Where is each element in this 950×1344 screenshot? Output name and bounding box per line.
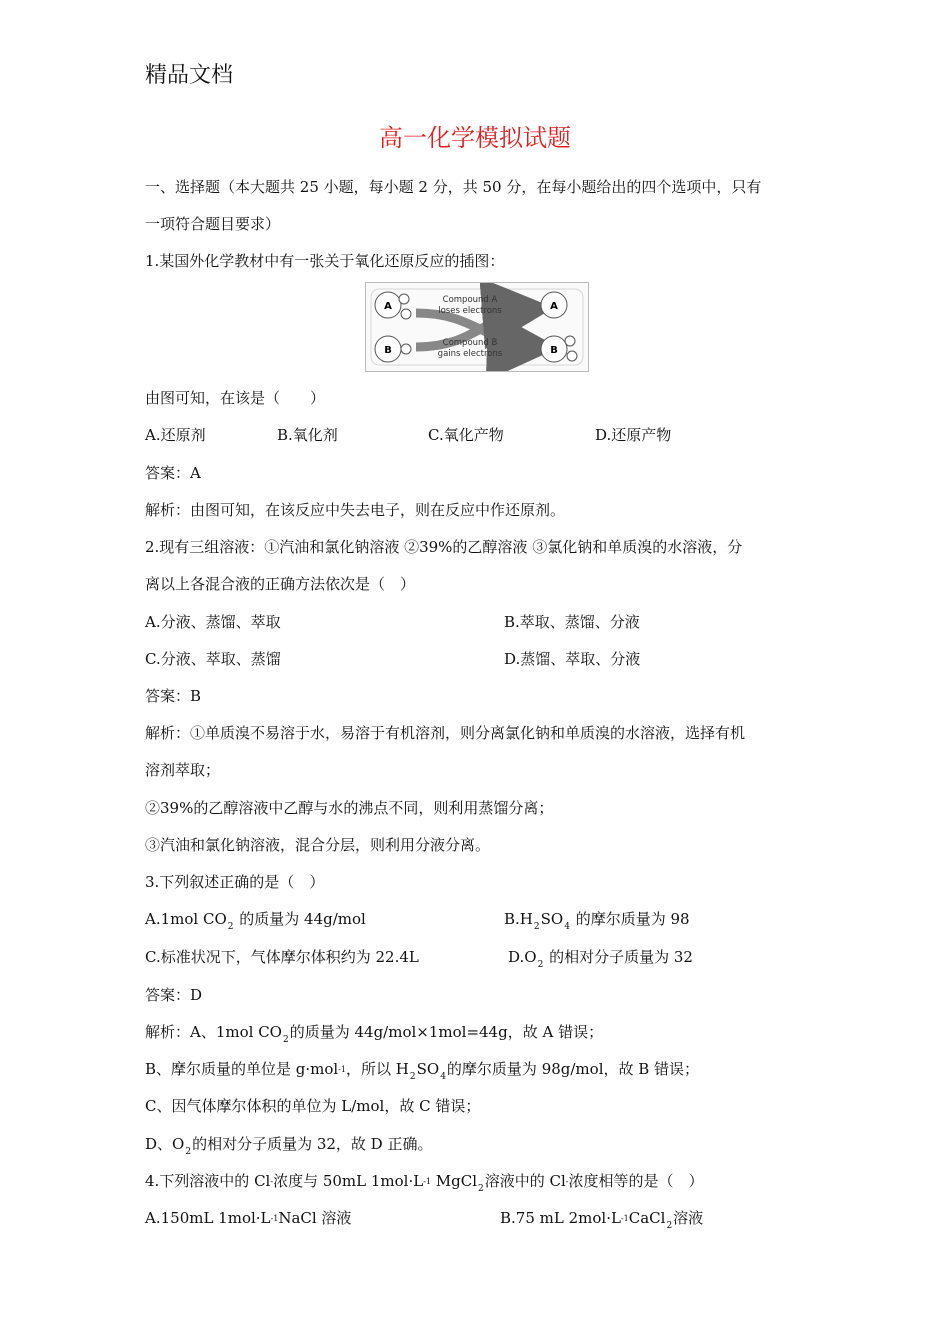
q3-option-b: $B.H_2SO_4$ 的摩尔质量为 98 (504, 910, 690, 932)
q2-option-b: B.萃取、蒸馏、分液 (504, 613, 640, 631)
q2-option-a: A.分液、蒸馏、萃取 (145, 613, 281, 631)
q1-analysis: 解析：由图可知，在该反应中失去电子，则在反应中作还原剂。 (145, 501, 566, 519)
q3-answer: 答案：D (145, 986, 203, 1004)
section-intro-line2: 一项符合题目要求） (145, 215, 281, 233)
q1-answer: 答案：A (145, 464, 201, 482)
svg-text:A: A (384, 301, 392, 312)
redox-illustration (365, 282, 589, 372)
q3-analysis-c: C、因气体摩尔体积的单位为 L/mol，故 C 错误； (145, 1097, 481, 1115)
svg-text:B: B (384, 345, 392, 356)
q2-option-c: C.分液、萃取、蒸馏 (145, 650, 281, 668)
q4-stem: 4.下列溶液中的 Cl-浓度与 50mL $1mol\cdot L^{-1}$ MgCl$_2$溶液中的 Cl-浓度相等的是（ ） (145, 1172, 704, 1194)
q1-option-a: A.还原剂 (145, 426, 206, 444)
section-intro-line1: 一、选择题（本大题共 25 小题，每小题 2 分，共 50 分，在每小题给出的四个选项中，只有 (145, 178, 762, 196)
q2-analysis-line4: ③汽油和氯化钠溶液，混合分层，则利用分液分离。 (145, 836, 491, 854)
q4-option-b: B.75 mL $2mol\cdot L^{-1}CaCl_2$溶液 (500, 1209, 704, 1231)
q2-option-d: D.蒸馏、萃取、分液 (504, 650, 641, 668)
q3-analysis-b: B、摩尔质量的单位是 g·mol$^{-1}$，所以 $H_2SO_4$的摩尔质量为 98g/mol，故 B 错误； (145, 1060, 700, 1082)
q3-stem: 3.下列叙述正确的是（ ） (145, 873, 325, 891)
q2-analysis-line2: 溶剂萃取； (145, 761, 221, 779)
q2-stem-line2: 离以上各混合液的正确方法依次是（ ） (145, 575, 416, 593)
label-gains-electrons: gains electrons (437, 349, 503, 359)
q4-option-a: A.150mL $1mol\cdot L^{-1}NaCl$ 溶液 (145, 1209, 352, 1227)
q3-analysis-a: 解析：A、1mol $CO_2$的质量为 44g/mol×1mol=44g，故 A 错误； (145, 1023, 604, 1045)
q2-stem-line1: 2.现有三组溶液：①汽油和氯化钠溶液 ②39%的乙醇溶液 ③氯化钠和单质溴的水溶液，分 (145, 538, 743, 556)
q2-analysis-line3: ②39%的乙醇溶液中乙醇与水的沸点不同，则利用蒸馏分离； (145, 799, 554, 817)
q3-option-c: C.标准状况下，气体摩尔体积约为 22.4L (145, 948, 419, 966)
q3-option-d: $D.O_2$ 的相对分子质量为 32 (508, 948, 693, 970)
q1-option-c: C.氧化产物 (428, 426, 504, 444)
q3-option-a: A.1mol $CO_2$ 的质量为 44g/mol (145, 910, 366, 932)
q2-answer: 答案：B (145, 687, 202, 705)
label-loses-electrons: loses electrons (438, 306, 502, 316)
q1-option-b: B.氧化剂 (277, 426, 338, 444)
page-header: 精品文档 (145, 63, 234, 88)
svg-text:B: B (550, 345, 558, 356)
label-compound-a: Compound A (442, 295, 498, 305)
svg-text:A: A (550, 301, 558, 312)
label-compound-b: Compound B (442, 338, 498, 348)
q1-option-d: D.还原产物 (595, 426, 672, 444)
q2-analysis-line1: 解析：①单质溴不易溶于水，易溶于有机溶剂，则分离氯化钠和单质溴的水溶液，选择有机 (145, 724, 746, 742)
q1-question: 由图可知，在该是（ ） (145, 389, 326, 407)
q3-analysis-d: D、$O_2$的相对分子质量为 32，故 D 正确。 (145, 1135, 433, 1157)
page-title: 高一化学模拟试题 (379, 124, 571, 152)
q1-stem: 1.某国外化学教材中有一张关于氧化还原反应的插图： (145, 252, 505, 270)
